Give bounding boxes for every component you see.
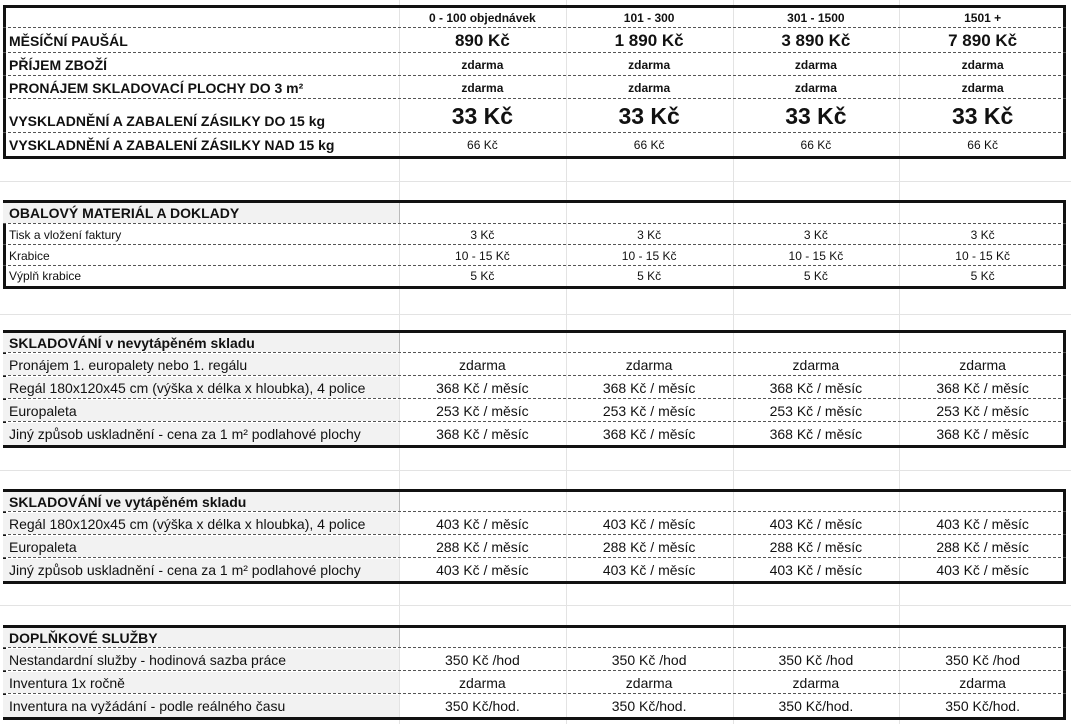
box-filler-row — [3, 266, 1066, 286]
price-cell: 5 Kč — [470, 269, 495, 283]
rack-row — [3, 513, 1066, 535]
row-label: Nestandardní služby - hodinová sazba práce — [3, 649, 399, 670]
price-cell: 350 Kč /hod — [945, 651, 1020, 668]
storage-rental-row — [3, 77, 1066, 99]
section-title-row — [3, 628, 1066, 648]
section-title: SKLADOVÁNÍ v nevytápěném skladu — [3, 333, 399, 352]
price-cell: 10 - 15 Kč — [455, 248, 510, 263]
price-cell: zdarma — [461, 80, 504, 95]
price-cell: 368 Kč / měsíc — [602, 379, 696, 396]
price-cell: 350 Kč/hod. — [778, 698, 854, 714]
rack-row — [3, 377, 1066, 399]
row-label: MĚSÍČNÍ PAUŠÁL — [9, 32, 128, 49]
row-label: Regál 180x120x45 cm (výška x délka x hloubka), 4 police — [3, 377, 399, 398]
price-cell: 403 Kč / měsíc — [936, 515, 1029, 532]
price-cell: 403 Kč / měsíc — [769, 515, 863, 532]
row-label: Krabice — [9, 248, 50, 263]
price-cell: 288 Kč / měsíc — [602, 538, 696, 555]
tier-header: 101 - 300 — [623, 10, 675, 25]
tier-header: 301 - 1500 — [787, 10, 845, 25]
price-cell: 368 Kč / měsíc — [936, 426, 1029, 442]
on-demand-inventory-row — [3, 695, 1066, 717]
price-cell: 350 Kč /hod — [778, 651, 854, 668]
floor-storage-row — [3, 559, 1066, 581]
price-cell: 368 Kč / měsíc — [769, 379, 863, 396]
price-cell: 350 Kč /hod — [611, 651, 687, 668]
price-cell: 253 Kč / měsíc — [769, 402, 863, 419]
tier-header-row — [3, 8, 1066, 28]
price-cell: 3 890 Kč — [781, 30, 851, 50]
price-cell: 368 Kč / měsíc — [936, 379, 1029, 396]
price-cell: 5 Kč — [803, 269, 828, 283]
floor-storage-row — [3, 423, 1066, 445]
price-cell: 288 Kč / měsíc — [769, 538, 863, 555]
price-cell: 403 Kč / měsíc — [602, 562, 696, 578]
price-cell: 253 Kč / měsíc — [936, 402, 1029, 419]
price-cell: 33 Kč — [451, 102, 514, 129]
row-label: Jiný způsob uskladnění - cena za 1 m² podlahové plochy — [3, 559, 399, 581]
price-cell: zdarma — [794, 80, 837, 95]
price-cell: zdarma — [625, 356, 673, 373]
section-title-row — [3, 492, 1066, 512]
tier-header: 0 - 100 objednávek — [429, 10, 536, 25]
price-cell: zdarma — [628, 80, 671, 95]
row-label: PŘÍJEM ZBOŽÍ — [9, 56, 108, 73]
price-cell: zdarma — [794, 57, 837, 72]
pick-pack-over-15kg-row — [3, 134, 1066, 156]
section-title-row — [3, 203, 1066, 224]
price-cell: 66 Kč — [633, 138, 665, 152]
price-cell: 350 Kč/hod. — [945, 698, 1020, 714]
box-row — [3, 246, 1066, 266]
row-label: Regál 180x120x45 cm (výška x délka x hloubka), 4 police — [3, 513, 399, 534]
row-label: Inventura na vyžádání - podle reálného času — [3, 695, 399, 717]
price-cell: zdarma — [792, 356, 840, 373]
section-title: OBALOVÝ MATERIÁL A DOKLADY — [3, 203, 399, 223]
price-cell: 7 890 Kč — [948, 30, 1018, 50]
price-cell: 66 Kč — [967, 138, 998, 152]
row-label: Europaleta — [3, 536, 399, 557]
price-cell: zdarma — [792, 674, 840, 691]
section-title: SKLADOVÁNÍ ve vytápěném skladu — [3, 492, 399, 511]
pick-pack-under-15kg-row — [3, 100, 1066, 133]
invoice-print-row — [3, 225, 1066, 245]
annual-inventory-row — [3, 672, 1066, 694]
row-label: PRONÁJEM SKLADOVACÍ PLOCHY DO 3 m² — [9, 79, 304, 96]
price-cell: 890 Kč — [454, 30, 510, 50]
price-cell: 350 Kč/hod. — [611, 698, 687, 714]
price-cell: 66 Kč — [467, 138, 498, 152]
section-title: DOPLŇKOVÉ SLUŽBY — [3, 628, 399, 647]
price-cell: 253 Kč / měsíc — [602, 402, 696, 419]
first-pallet-row — [3, 354, 1066, 376]
price-cell: 403 Kč / měsíc — [602, 515, 696, 532]
price-cell: 368 Kč / měsíc — [436, 426, 529, 442]
price-cell: zdarma — [625, 674, 673, 691]
hourly-rate-row — [3, 649, 1066, 671]
price-cell: zdarma — [961, 80, 1004, 95]
price-cell: zdarma — [459, 674, 506, 691]
row-label: Tisk a vložení faktury — [9, 227, 122, 242]
price-cell: 33 Kč — [618, 102, 680, 129]
price-cell: 368 Kč / měsíc — [602, 426, 696, 442]
price-cell: 3 Kč — [803, 227, 828, 242]
row-label: Pronájem 1. europalety nebo 1. regálu — [3, 354, 399, 375]
europallet-row — [3, 536, 1066, 558]
price-cell: 66 Kč — [800, 138, 832, 152]
price-cell: zdarma — [961, 57, 1004, 72]
row-label: Výplň krabice — [9, 269, 82, 283]
price-cell: zdarma — [959, 356, 1006, 373]
price-cell: 3 Kč — [970, 227, 995, 242]
section-title-row — [3, 333, 1066, 353]
price-cell: 5 Kč — [637, 269, 662, 283]
price-cell: 3 Kč — [637, 227, 662, 242]
price-cell: zdarma — [959, 674, 1006, 691]
row-label: Inventura 1x ročně — [3, 672, 399, 693]
price-cell: 10 - 15 Kč — [788, 248, 844, 263]
price-cell: 368 Kč / měsíc — [769, 426, 863, 442]
row-label: Europaleta — [3, 400, 399, 421]
price-cell: 10 - 15 Kč — [621, 248, 677, 263]
row-label: VYSKLADNĚNÍ A ZABALENÍ ZÁSILKY DO 15 kg — [9, 113, 326, 129]
price-cell: 288 Kč / měsíc — [936, 538, 1029, 555]
price-cell: 368 Kč / měsíc — [436, 379, 529, 396]
price-cell: 288 Kč / měsíc — [436, 538, 529, 555]
price-cell: 253 Kč / měsíc — [436, 402, 529, 419]
price-cell: 403 Kč / měsíc — [769, 562, 863, 578]
price-cell: 403 Kč / měsíc — [436, 562, 529, 578]
price-cell: 33 Kč — [951, 102, 1014, 129]
europallet-row — [3, 400, 1066, 422]
price-cell: 3 Kč — [470, 227, 495, 242]
price-cell: zdarma — [628, 57, 671, 72]
goods-receipt-row — [3, 54, 1066, 76]
price-cell: 403 Kč / měsíc — [436, 515, 529, 532]
price-cell: zdarma — [459, 356, 506, 373]
price-cell: 33 Kč — [785, 102, 847, 129]
price-cell: 1 890 Kč — [614, 30, 684, 50]
price-cell: 10 - 15 Kč — [955, 248, 1010, 263]
row-label: VYSKLADNĚNÍ A ZABALENÍ ZÁSILKY NAD 15 kg — [9, 137, 335, 153]
price-cell: 350 Kč /hod — [445, 651, 520, 668]
tier-header: 1501 + — [964, 10, 1002, 25]
monthly-fee-row — [3, 29, 1066, 53]
price-cell: 350 Kč/hod. — [445, 698, 520, 714]
price-cell: zdarma — [461, 57, 504, 72]
price-cell: 5 Kč — [970, 269, 995, 283]
price-cell: 403 Kč / měsíc — [936, 562, 1029, 578]
row-label: Jiný způsob uskladnění - cena za 1 m² podlahové plochy — [3, 423, 399, 445]
